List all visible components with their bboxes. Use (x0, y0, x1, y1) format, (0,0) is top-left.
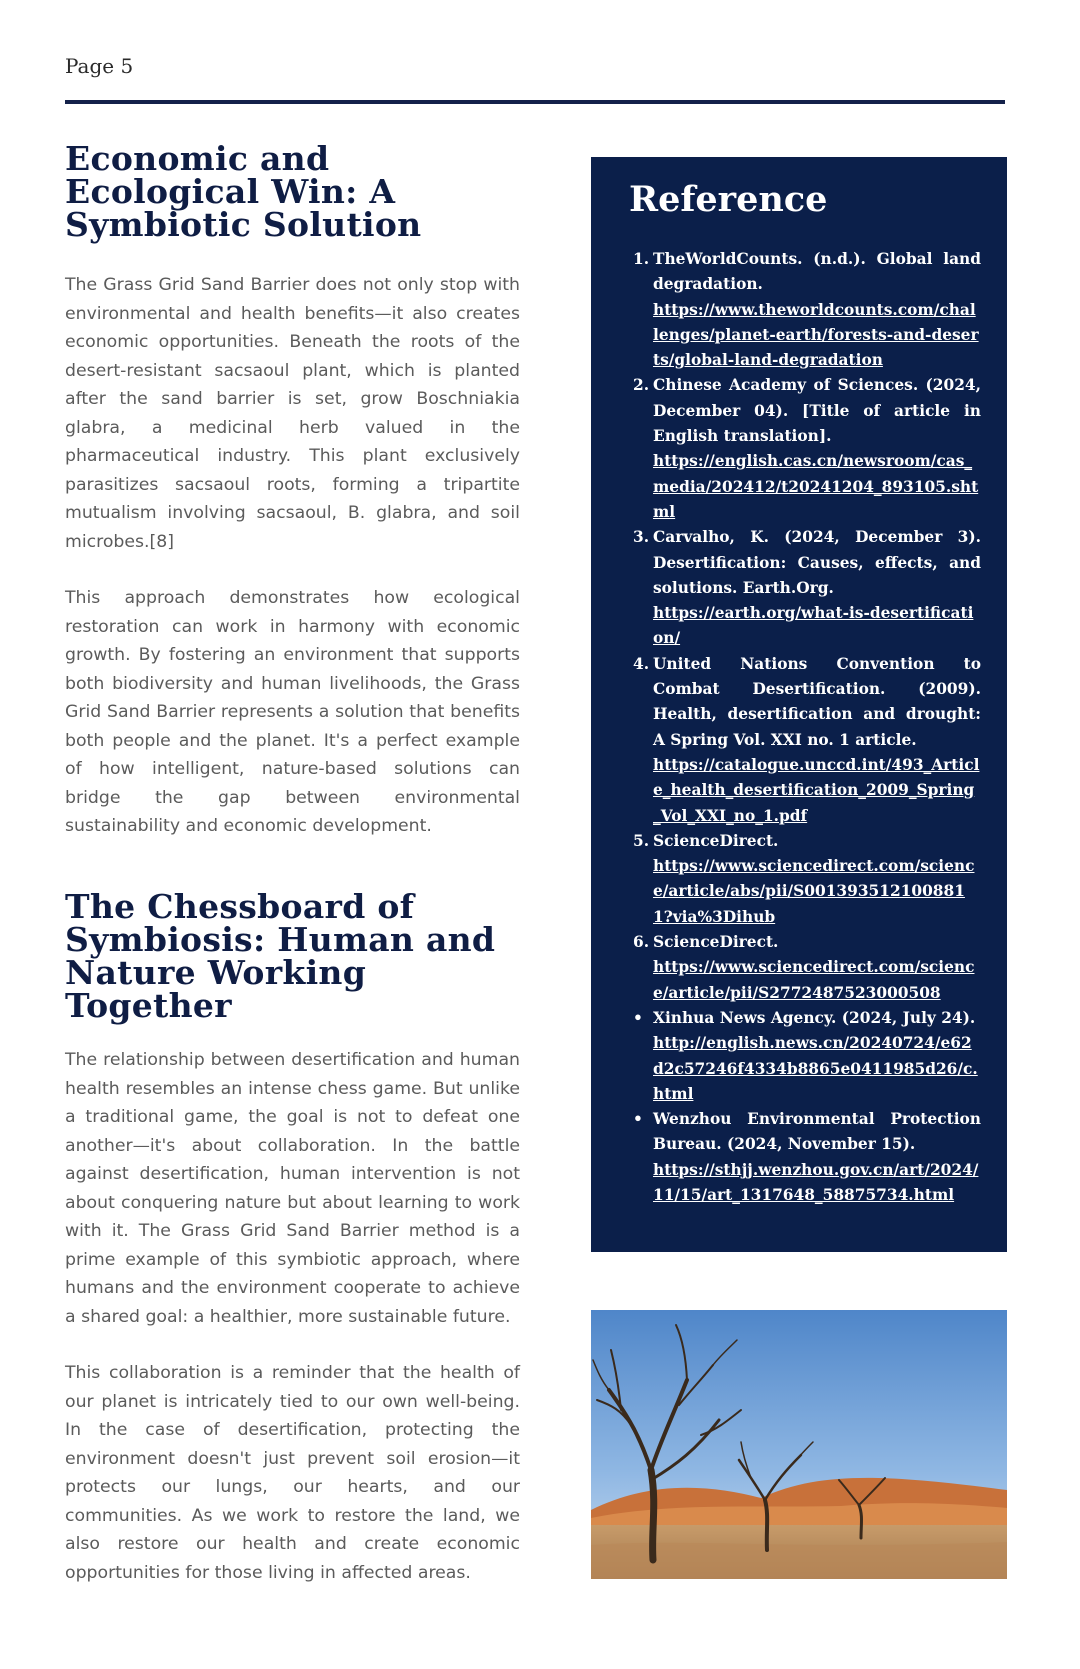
section-economic-ecological-win (65, 139, 520, 841)
reference-citation: United Nations Convention to Combat Desertification. (2009). Health, desertification and drought: A Spring Vol. XXI no. 1 article. (653, 654, 981, 749)
list-marker: 4. (633, 654, 650, 673)
list-marker: • (633, 1008, 643, 1027)
reference-link[interactable]: https://www.theworldcounts.com/challenges/planet-earth/forests-and-deserts/global-land-degradation (653, 300, 979, 370)
reference-item (633, 247, 981, 373)
reference-item (633, 652, 981, 829)
body-paragraph: The relationship between desertification and human health resembles an intense chess game. But unlike a traditional game, the goal is not to defeat one another—it's about collaboration. In the battle against desertification, human intervention is not about conquering nature but about learning to work with it. The Grass Grid Sand Barrier method is a prime example of this symbiotic approach, where humans and the environment cooperate to achieve a shared goal: a healthier, more sustainable future. (65, 1050, 520, 1327)
reference-link[interactable]: https://catalogue.unccd.int/493_Article_health_desertification_2009_Spring_Vol_XXI_no_1.pdf (653, 755, 980, 825)
reference-citation: Wenzhou Environmental Protection Bureau. (2024, November 15). (653, 1110, 981, 1154)
list-marker: 6. (633, 933, 650, 952)
reference-item (633, 525, 981, 651)
reference-link[interactable]: http://english.news.cn/20240724/e62d2c57246f4334b8865e0411985d26/c.html (653, 1034, 978, 1103)
reference-list (633, 247, 981, 1208)
reference-item (633, 930, 981, 1006)
body-paragraph: This collaboration is a reminder that the health of our planet is intricately tied to our own well-being. In the case of desertification, protecting the environment doesn't just prevent soil erosion—it protects our lungs, our hearts, and our communities. As we work to restore the land, we also restore our health and create economic opportunities for those living in affected areas. (65, 1363, 520, 1583)
reference-link[interactable]: https://english.cas.cn/newsroom/cas_media/202412/t20241204_893105.shtml (653, 452, 979, 521)
list-marker: 1. (633, 250, 650, 268)
reference-citation: Carvalho, K. (2024, December 3). Desertification: Causes, effects, and solutions. Earth.Org. (653, 528, 981, 597)
header-divider (65, 100, 1005, 104)
reference-item (633, 829, 981, 930)
page-number: Page 5 (65, 54, 134, 78)
reference-citation: Chinese Academy of Sciences. (2024, December 04). [Title of article in English translation]. (653, 376, 981, 446)
desert-trees-photo (591, 1310, 1007, 1579)
section-heading: The Chessboard of Symbiosis: Human and Nature Working Together (65, 887, 496, 1025)
reference-citation: TheWorldCounts. (n.d.). Global land degradation. (653, 250, 981, 294)
section-chessboard-of-symbiosis (65, 887, 520, 1587)
desert-landscape-illustration (591, 1310, 1007, 1579)
reference-link[interactable]: https://earth.org/what-is-desertification/ (653, 604, 974, 648)
reference-citation: ScienceDirect. (653, 933, 779, 952)
reference-panel (591, 157, 1007, 1252)
reference-link[interactable]: https://sthjj.wenzhou.gov.cn/art/2024/11/15/art_1317648_58875734.html (653, 1160, 979, 1204)
reference-citation: Xinhua News Agency. (2024, July 24). (653, 1008, 976, 1027)
reference-item (633, 1006, 981, 1107)
section-heading: Economic and Ecological Win: A Symbiotic Solution (65, 139, 422, 244)
body-paragraph: This approach demonstrates how ecological restoration can work in harmony with economic growth. By fostering an environment that supports both biodiversity and human livelihoods, the Grass Grid Sand Barrier represents a solution that benefits both people and the planet. It's a perfect example of how intelligent, nature-based solutions can bridge the gap between environmental sustainability and economic development. (65, 588, 520, 836)
reference-title: Reference (629, 179, 828, 220)
list-marker: • (633, 1110, 643, 1129)
list-marker: 2. (633, 376, 650, 395)
list-marker: 5. (633, 831, 650, 850)
reference-link[interactable]: https://www.sciencedirect.com/science/article/pii/S2772487523000508 (653, 958, 975, 1002)
reference-item (633, 1107, 981, 1208)
reference-item (633, 373, 981, 525)
reference-citation: ScienceDirect. (653, 831, 779, 850)
body-paragraph: The Grass Grid Sand Barrier does not only stop with environmental and health benefits—it also creates economic opportunities. Beneath the roots of the desert-resistant sacsaoul plant, which is planted after the sand barrier is set, grow Boschniakia glabra, a medicinal herb valued in the pharmaceutical industry. This plant exclusively parasitizes sacsaoul roots, forming a tripartite mutualism involving sacsaoul, B. glabra, and soil microbes.[8] (65, 275, 520, 552)
list-marker: 3. (633, 528, 650, 547)
reference-link[interactable]: https://www.sciencedirect.com/science/article/abs/pii/S0013935121008811?via%3Dihub (653, 857, 975, 926)
